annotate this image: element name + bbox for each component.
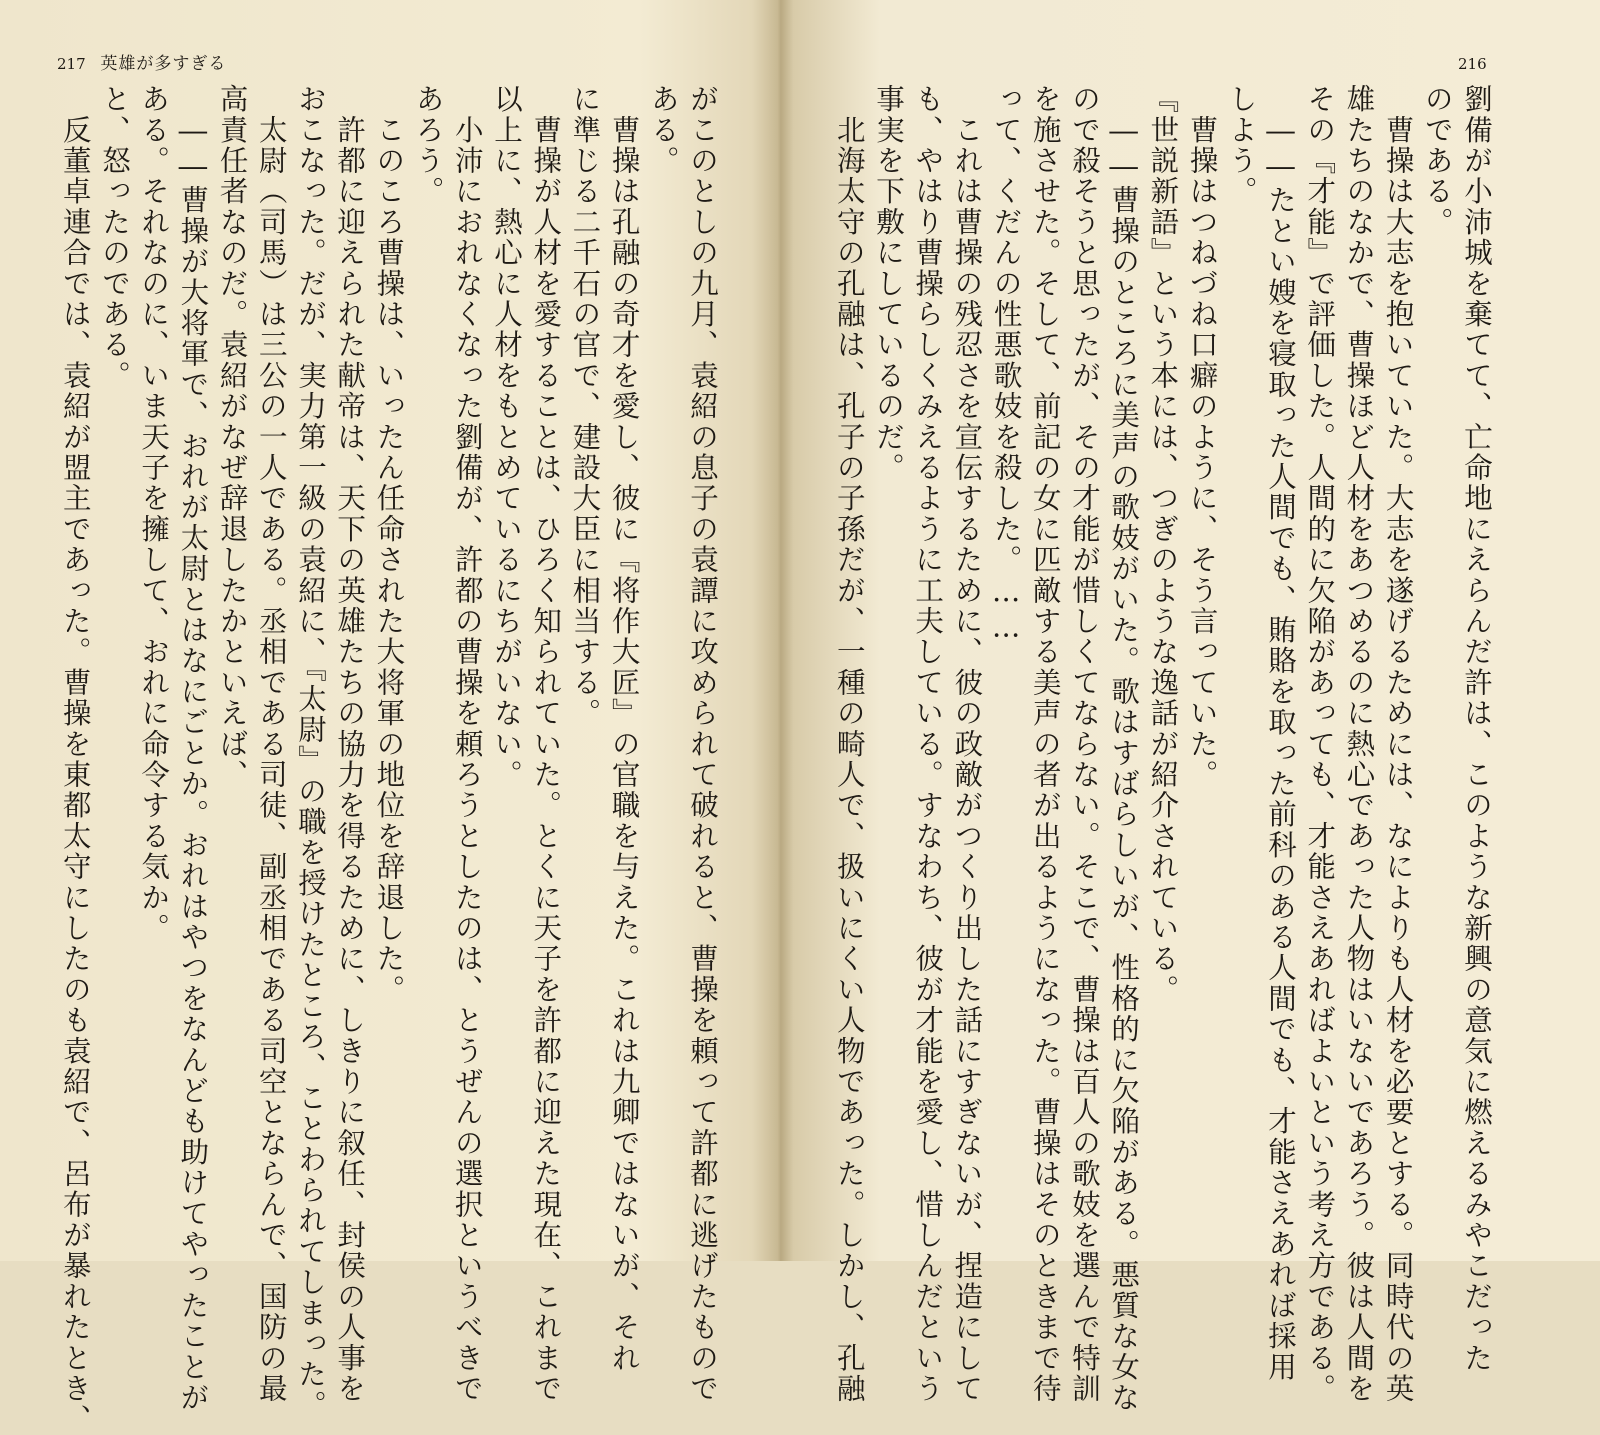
left-page-number: 217	[57, 55, 86, 73]
text-line: 反董卓連合では、袁紹が盟主であった。曹操を東都太守にしたのも袁紹で、呂布が暴れたとき、	[58, 84, 92, 1435]
text-line: に準じる二千石の官で、建設大臣に相当する。	[568, 84, 602, 729]
text-line: これは曹操の残忍さを宣伝するために、彼の政敵がつくり出した話にすぎないが、捏造にして	[950, 84, 984, 1405]
text-line: がこのとしの九月、袁紹の息子の袁譚に攻められて破れると、曹操を頼って許都に逃げたもので	[686, 84, 719, 1405]
text-line: も、やはり曹操らしくみえるように工夫している。すなわち、彼が才能を愛し、惜しんだという	[911, 84, 945, 1405]
text-line: ――曹操が大将軍で、おれが太尉とはなにごとか。おれはやつをなんども助けてやったことが	[176, 84, 210, 1414]
text-line: って、くだんの性悪歌妓を殺した。……	[989, 84, 1023, 646]
right-page-header	[1458, 55, 1487, 73]
text-line: 雄たちのなかで、曹操ほど人材をあつめるのに熱心であった人物はいないであろう。彼は人間を	[1342, 84, 1376, 1405]
right-page	[780, 0, 1600, 1414]
text-line: ある。それなのに、いま天子を擁して、おれに命令する気か。	[137, 84, 171, 944]
text-line: のである。	[1420, 84, 1454, 238]
text-line: その『才能』で評価した。人間的に欠陥があっても、才能さえあればよいという考え方である。	[1303, 84, 1337, 1405]
text-line: 小沛におれなくなった劉備が、許都の曹操を頼ろうとしたのは、とうぜんの選択というべきで	[450, 84, 484, 1405]
text-line: 高責任者なのだ。袁紹がなぜ辞退したかといえば、	[215, 84, 249, 791]
text-line: しよう。	[1224, 84, 1258, 207]
text-line: 曹操が人材を愛することは、ひろく知られていた。とくに天子を許都に迎えた現在、これまで	[529, 84, 563, 1405]
text-line: ――曹操のところに美声の歌妓がいた。歌はすばらしいが、性格的に欠陥がある。悪質な女な	[1107, 84, 1141, 1414]
text-line: ので殺そうと思ったが、その才能が惜しくてならない。そこで、曹操は百人の歌妓を選んで特訓	[1067, 84, 1101, 1405]
text-line: と、怒ったのである。	[97, 84, 131, 391]
text-line: 許都に迎えられた献帝は、天下の英雄たちの協力を得るために、しきりに叙任、封侯の人事を	[333, 84, 367, 1405]
text-line: おこなった。だが、実力第一級の袁紹に、『太尉』の職を授けたところ、ことわられてしまった。	[293, 84, 327, 1421]
right-page-number: 216	[1458, 55, 1487, 73]
text-line: 劉備が小沛城を棄てて、亡命地にえらんだ許は、このような新興の意気に燃えるみやこだった	[1460, 84, 1493, 1374]
text-line: 北海太守の孔融は、孔子の子孫だが、一種の畸人で、扱いにくい人物であった。しかし、孔融	[832, 84, 866, 1405]
text-line: 太尉（司馬）は三公の一人である。丞相である司徒、副丞相である司空とならんで、国防の最	[254, 84, 288, 1405]
text-line: 事実を下敷にしているのだ。	[871, 84, 905, 484]
running-title: 英雄が多すぎる	[100, 54, 227, 74]
text-line: 『世説新語』という本には、つぎのような逸話が紹介されている。	[1146, 84, 1180, 1005]
text-line: を施させた。そして、前記の女に匹敵する美声の者が出るようになった。曹操はそのときまで待	[1028, 84, 1062, 1405]
right-page-body	[830, 84, 1496, 1414]
text-line: ある。	[646, 84, 680, 177]
left-page-header	[57, 55, 226, 73]
text-line: あろう。	[411, 84, 445, 207]
text-line: 曹操は孔融の奇才を愛し、彼に『将作大匠』の官職を与えた。これは九卿ではないが、それ	[607, 84, 641, 1374]
text-line: 曹操はつねづね口癖のように、そう言っていた。	[1185, 84, 1219, 791]
text-line: ――たとい嫂を寝取った人間でも、賄賂を取った前科のある人間でも、才能さえあれば採用	[1263, 84, 1297, 1383]
text-line: このころ曹操は、いったん任命された大将軍の地位を辞退した。	[372, 84, 406, 1005]
text-line: 曹操は大志を抱いていた。大志を遂げるためには、なによりも人材を必要とする。同時代の英	[1381, 84, 1415, 1405]
text-line: 以上に、熱心に人材をもとめているにちがいない。	[489, 84, 523, 791]
left-page-body	[56, 84, 722, 1435]
left-page	[0, 0, 780, 1435]
